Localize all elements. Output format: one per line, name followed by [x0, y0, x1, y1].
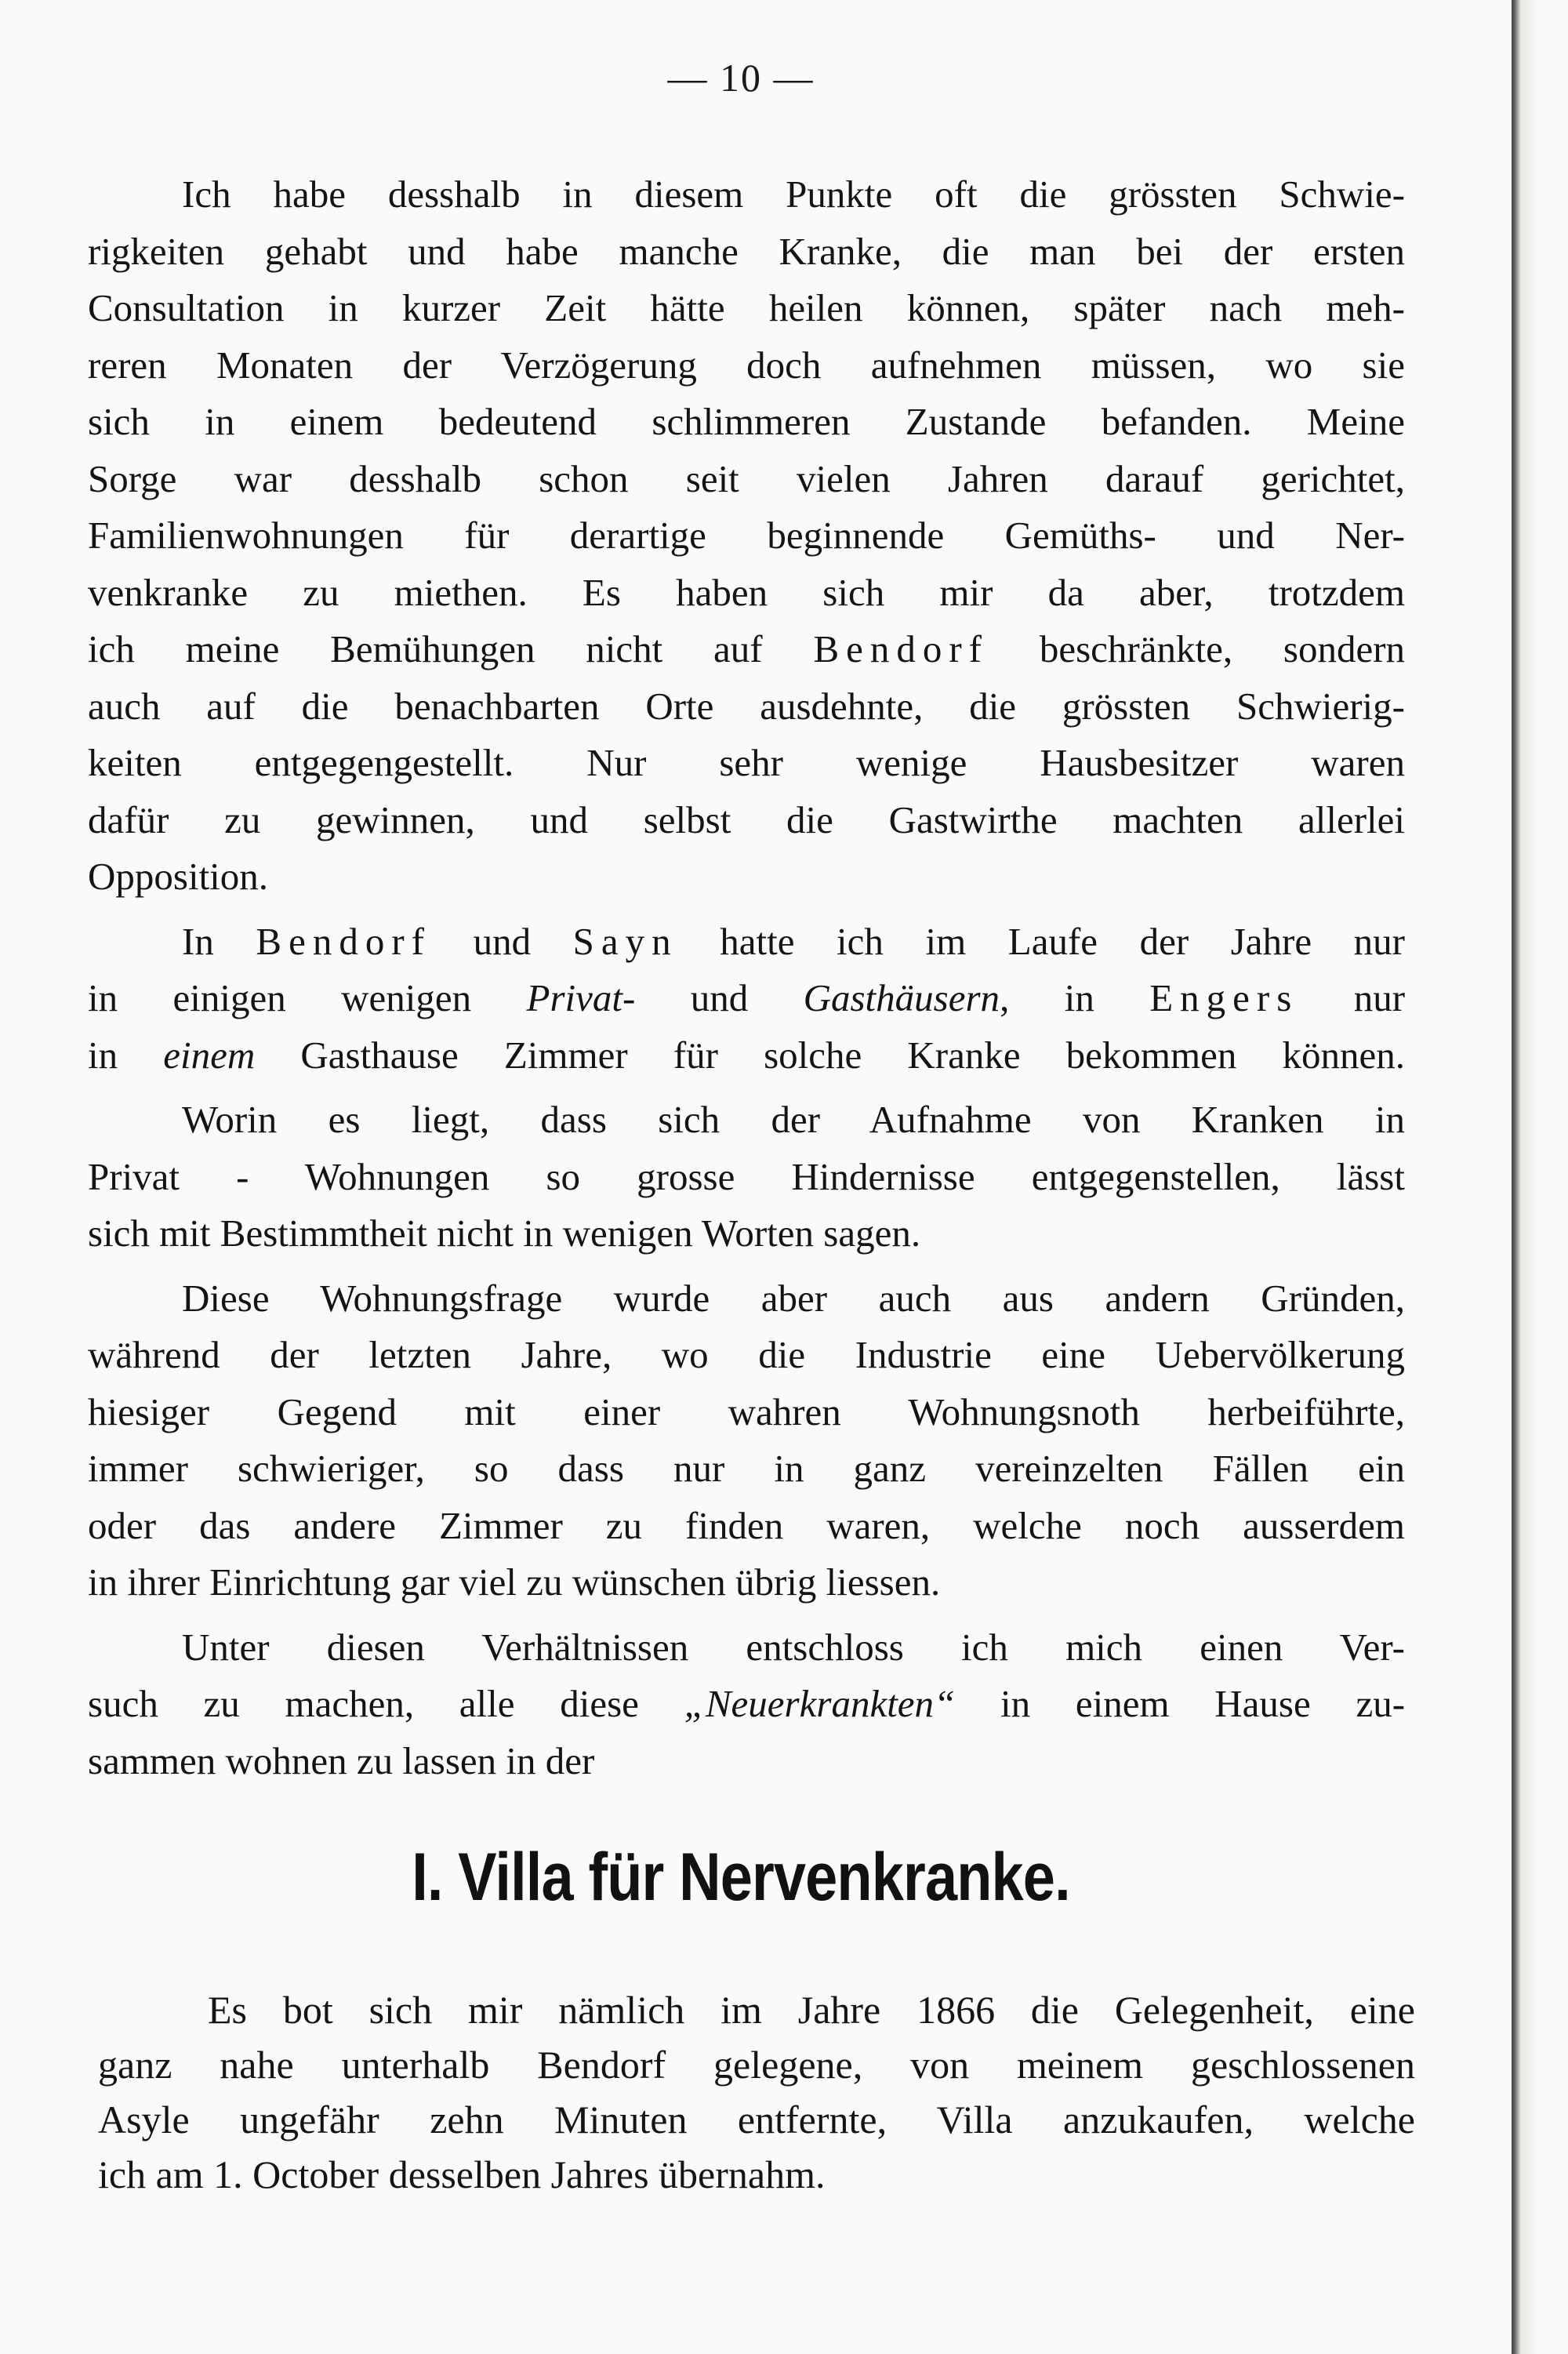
paragraph-2	[88, 914, 1405, 1084]
text-line: sich in einem bedeutend schlimmeren Zustande befanden. Meine	[88, 400, 1405, 443]
text-line: Familienwohnungen für derartige beginnende Gemüths- und Ner-	[88, 514, 1405, 557]
italic-term: einem	[163, 1033, 256, 1077]
italic-term: Gasthäusern	[803, 976, 1000, 1019]
text-fragment: und	[690, 976, 749, 1019]
body-text	[88, 166, 1405, 1789]
text-line: ich am 1. October desselben Jahres übernahm.	[98, 2152, 826, 2196]
text-line: ganz nahe unterhalb Bendorf gelegene, von meinem geschlossenen	[98, 2043, 1415, 2087]
text-line: Consultation in kurzer Zeit hätte heilen können, später nach meh-	[88, 286, 1405, 329]
text-line: sich mit Bestimmtheit nicht in wenigen Worten sagen.	[88, 1212, 921, 1255]
text-line: in ihrer Einrichtung gar viel zu wünschen übrig liessen.	[88, 1560, 941, 1604]
italic-term: „Neuerkrankten“	[684, 1682, 956, 1725]
page-number: — 10 —	[667, 56, 815, 100]
text-line: venkranke zu miethen. Es haben sich mir da aber, trotzdem	[88, 570, 1405, 614]
text-line: während der letzten Jahre, wo die Industrie eine Uebervölkerung	[88, 1333, 1405, 1376]
text-fragment: ich meine Bemühungen nicht auf	[88, 627, 763, 670]
text-fragment: in einigen wenigen	[88, 976, 472, 1019]
text-line: Worin es liegt, dass sich der Aufnahme von Kranken in	[182, 1098, 1405, 1141]
text-fragment: in einem Hause zu-	[1000, 1682, 1406, 1725]
text-line: dafür zu gewinnen, und selbst die Gastwirthe machten allerlei	[88, 797, 1405, 841]
text-line	[88, 914, 1405, 971]
text-line: Es bot sich mir nämlich im Jahre 1866 die Gelegenheit, eine	[208, 1988, 1415, 2032]
text-line: Diese Wohnungsfrage wurde aber auch aus andern Gründen,	[182, 1276, 1405, 1320]
text-line: Privat - Wohnungen so grosse Hindernisse entgegenstellen, lässt	[88, 1154, 1405, 1198]
text-fragment: und	[473, 919, 532, 963]
text-fragment: such zu machen, alle diese	[88, 1682, 639, 1725]
place-name-engers: Engers	[1149, 976, 1299, 1019]
place-name-bendorf: Bendorf	[813, 627, 989, 670]
italic-term: Privat-	[526, 976, 636, 1019]
final-paragraph	[98, 1982, 1415, 2202]
text-line: reren Monaten der Verzögerung doch aufnehmen müssen, wo sie	[88, 343, 1405, 387]
text-line: immer schwieriger, so dass nur in ganz vereinzelten Fällen ein	[88, 1447, 1405, 1490]
text-fragment: nur	[1353, 976, 1406, 1019]
section-heading: I. Villa für Nervenkranke.	[412, 1840, 1070, 1915]
paragraph-5	[88, 1619, 1405, 1790]
text-fragment: , in	[1000, 976, 1094, 1019]
text-fragment: beschränkte, sondern	[1039, 627, 1406, 670]
page-binding-edge	[1512, 0, 1521, 2354]
text-fragment: In	[182, 919, 214, 963]
text-line: Unter diesen Verhältnissen entschloss ich mich einen Ver-	[182, 1625, 1405, 1669]
paragraph-4	[88, 1270, 1405, 1611]
text-line: auch auf die benachbarten Orte ausdehnte, die grössten Schwierig-	[88, 684, 1405, 728]
text-line: hiesiger Gegend mit einer wahren Wohnungsnoth herbeiführte,	[88, 1390, 1405, 1433]
paragraph-1	[88, 166, 1405, 906]
text-line	[88, 621, 1405, 678]
text-line: sammen wohnen zu lassen in der	[88, 1738, 595, 1782]
text-line: Opposition.	[88, 855, 269, 898]
text-fragment: Gasthause Zimmer für solche Kranke bekommen können.	[300, 1033, 1406, 1077]
text-line: Ich habe desshalb in diesem Punkte oft die grössten Schwie-	[182, 173, 1405, 216]
text-line: rigkeiten gehabt und habe manche Kranke, die man bei der ersten	[88, 229, 1405, 273]
text-line: keiten entgegengestellt. Nur sehr wenige Hausbesitzer waren	[88, 741, 1405, 784]
text-line	[88, 970, 1405, 1027]
text-fragment: in	[88, 1033, 118, 1077]
place-name-bendorf: Bendorf	[256, 919, 431, 963]
text-fragment: hatte ich im Laufe der Jahre nur	[720, 919, 1406, 963]
text-line	[88, 1676, 1405, 1733]
text-line: Sorge war desshalb schon seit vielen Jahren darauf gerichtet,	[88, 456, 1405, 500]
page-edge-shadow	[1519, 0, 1537, 2354]
place-name-sayn: Sayn	[572, 919, 678, 963]
text-line	[88, 1027, 1405, 1084]
text-line: oder das andere Zimmer zu finden waren, welche noch ausserdem	[88, 1503, 1405, 1547]
text-line: Asyle ungefähr zehn Minuten entfernte, Villa anzukaufen, welche	[98, 2098, 1415, 2141]
paragraph-3	[88, 1092, 1405, 1262]
